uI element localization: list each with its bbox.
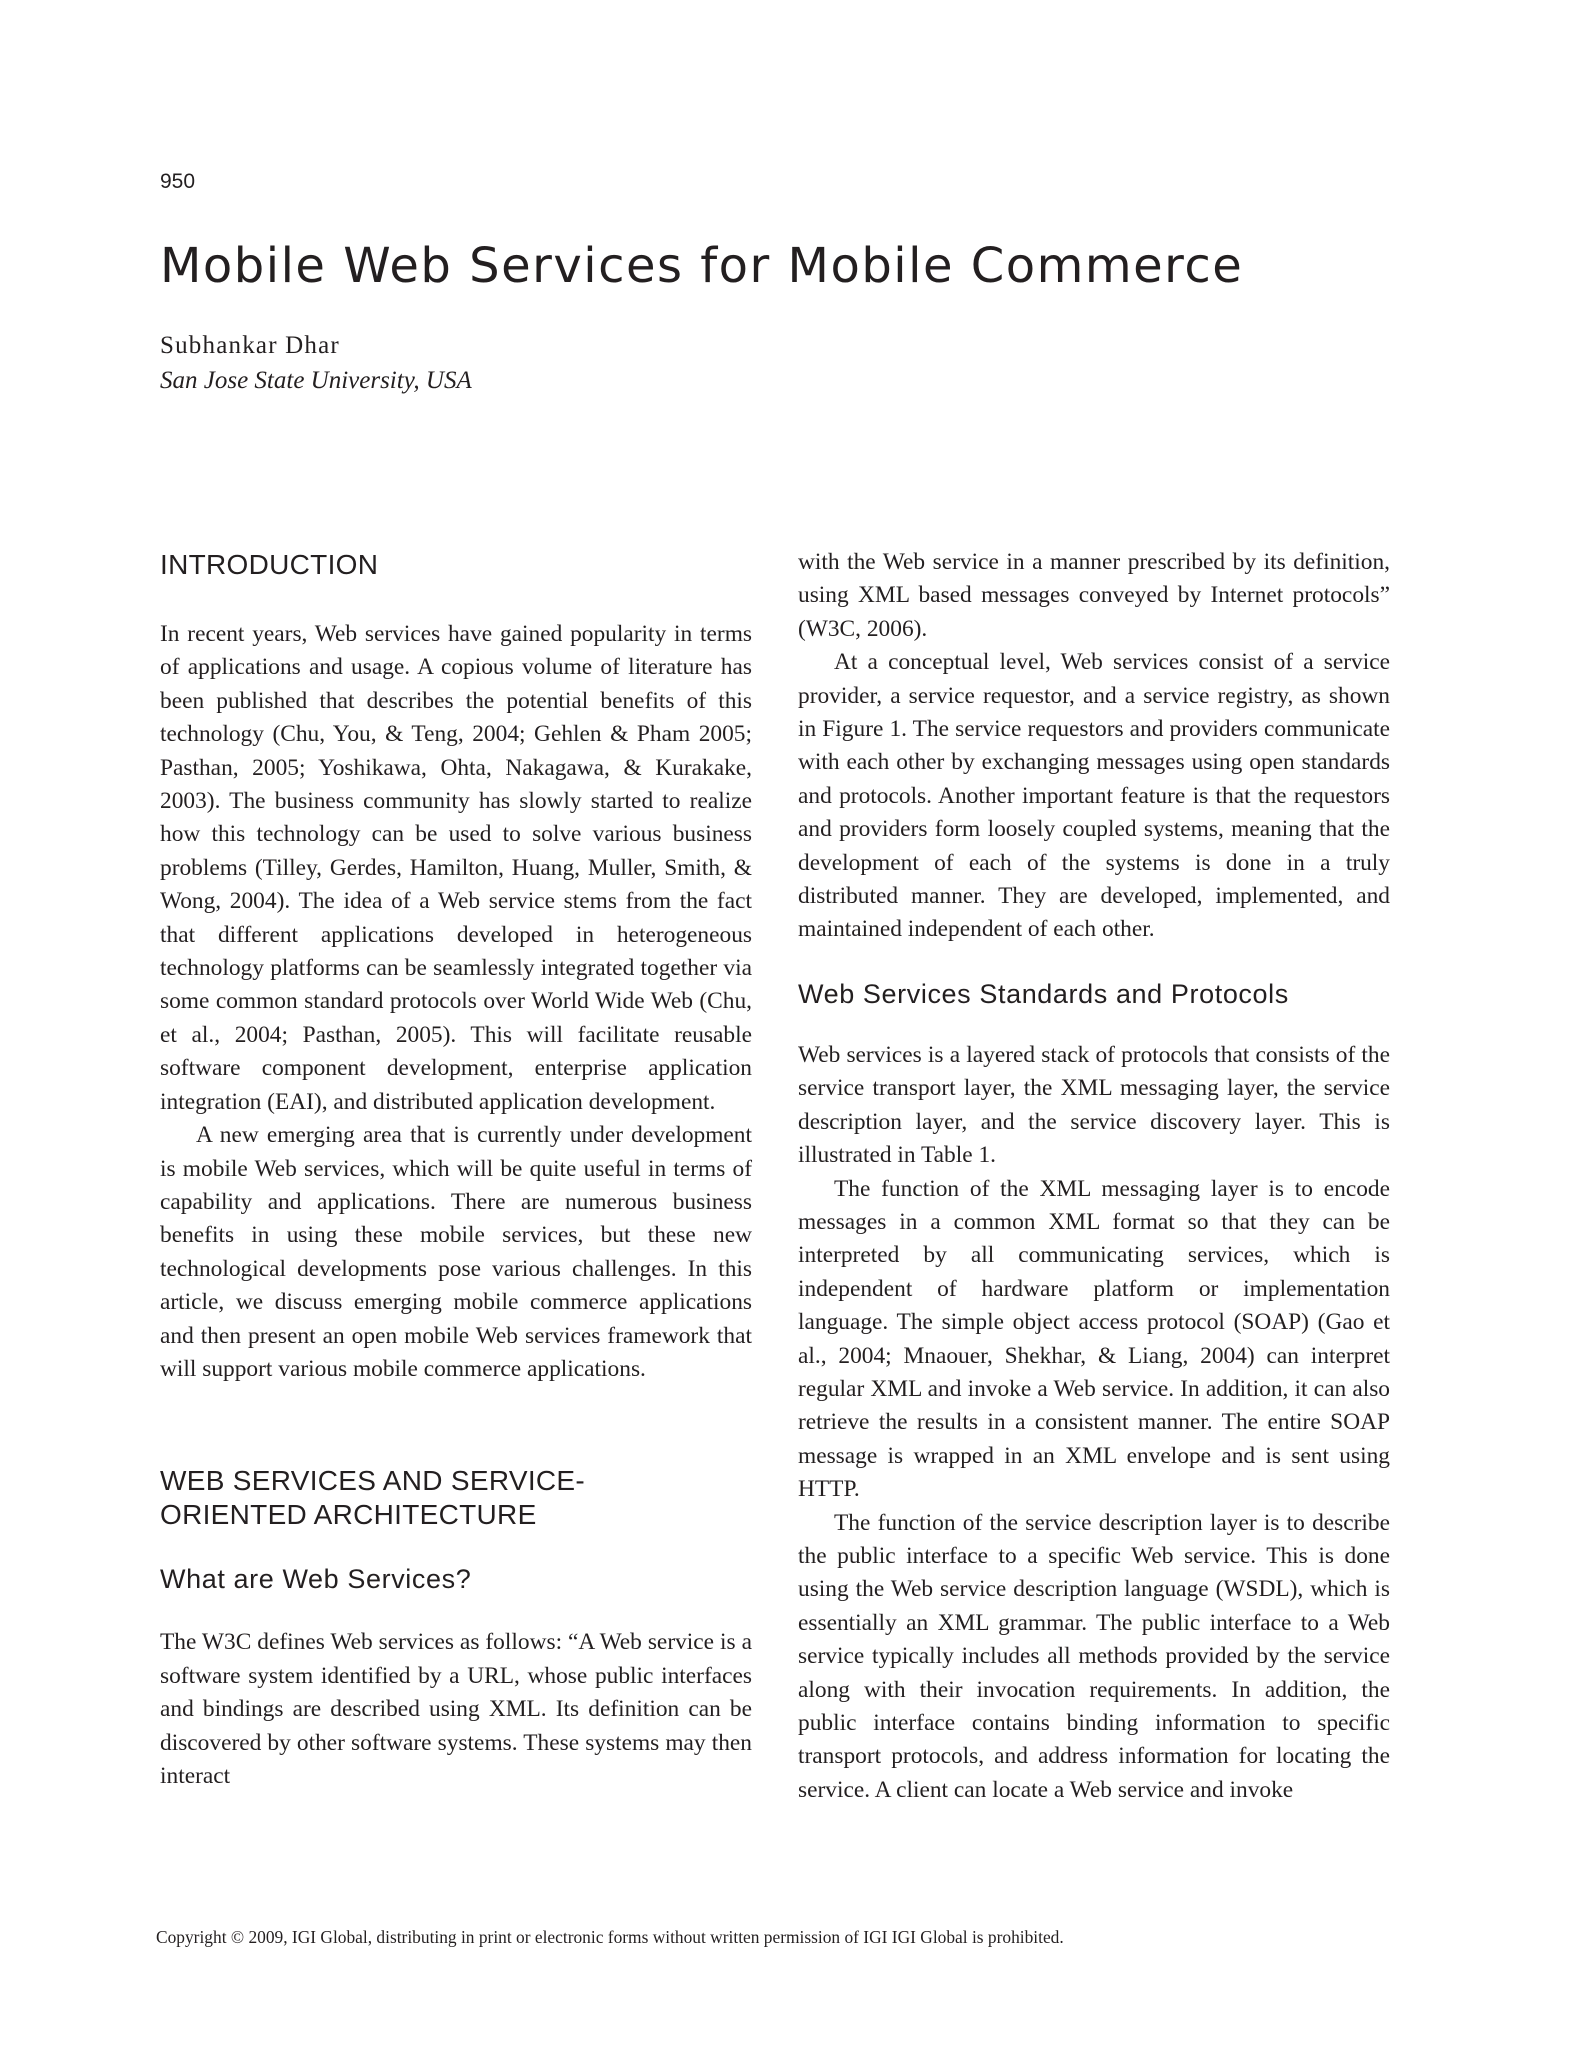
conceptual-level-paragraph: At a conceptual level, Web services consist of a service provider, a service requestor, and a service registry, as shown in Figure 1. The service requestors and providers communicate with each other by exchanging messages using open standards and protocols. Another important feature is that the requestors and providers form loosely coupled systems, meaning that the development of each of the systems is done in a truly distributed manner. They are developed, implemented, and maintained independent of each other. <box>798 649 1390 943</box>
standards-paragraph-2: The function of the XML messaging layer is to encode messages in a common XML format so that they can be interpreted by all communicating services, which is independent of hardware platform or implementation language. The simple object access protocol (SOAP) (Gao et al., 2004; Mnaouer, Shekhar, & Liang, 2004) can interpret regular XML and invoke a Web service. In addition, it can also retrieve the results in a consistent manner. The entire SOAP message is wrapped in an XML envelope and is sent using HTTP. <box>798 1175 1390 1503</box>
standards-protocols-heading: Web Services Standards and Protocols <box>798 978 1289 1009</box>
w3c-definition-paragraph: The W3C defines Web services as follows: “A Web service is a software system identified by a URL, whose public interfaces and bindings are described using XML. Its definition can be discovered by other software systems. These systems may then interact <box>160 1629 752 1789</box>
author-name: Subhankar Dhar <box>160 332 340 359</box>
right-column <box>798 546 1390 1807</box>
introduction-paragraph-2: A new emerging area that is currently under development is mobile Web services, which will be quite useful in terms of capability and applications. There are numerous business benefits in using these mobile services, but these new technological developments pose various challenges. In this article, we discuss emerging mobile commerce applications and then present an open mobile Web services framework that will support various mobile commerce applications. <box>160 1122 752 1382</box>
what-are-web-services-heading: What are Web Services? <box>160 1564 472 1595</box>
w3c-definition-continued: with the Web service in a manner prescribed by its definition, using XML based messages conveyed by Internet protocols” (W3C, 2006). <box>798 549 1390 642</box>
introduction-heading: INTRODUCTION <box>160 549 379 580</box>
standards-paragraph-1: Web services is a layered stack of protocols that consists of the service transport layer, the XML messaging layer, the service description layer, and the service discovery layer. This is illustrated in Table 1. <box>798 1041 1390 1169</box>
left-column <box>160 548 752 1793</box>
author-affiliation: San Jose State University, USA <box>160 367 472 394</box>
copyright-footer: Copyright © 2009, IGI Global, distributing in print or electronic forms without written permission of IGI IGI Global is prohibited. <box>156 1927 1064 1947</box>
soa-heading-line-2: ORIENTED ARCHITECTURE <box>160 1499 537 1531</box>
soa-heading-line-1: WEB SERVICES AND SERVICE- <box>160 1465 586 1497</box>
soa-heading <box>160 1464 752 1532</box>
article-title: Mobile Web Services for Mobile Commerce <box>160 238 1244 294</box>
page-number: 950 <box>160 170 196 193</box>
introduction-paragraph-1: In recent years, Web services have gained popularity in terms of applications and usage. A copious volume of literature has been published that describes the potential benefits of this technology (Chu, You, & Teng, 2004; Gehlen & Pham 2005; Pasthan, 2005; Yoshikawa, Ohta, Nakagawa, & Kurakake, 2003). The business community has slowly started to realize how this technology can be used to solve various business problems (Tilley, Gerdes, Hamilton, Huang, Muller, Smith, & Wong, 2004). The idea of a Web service stems from the fact that different applications developed in heterogeneous technology platforms can be seamlessly integrated together via some common standard protocols over World Wide Web (Chu, et al., 2004; Pasthan, 2005). This will facilitate reusable software component development, enterprise application integration (EAI), and distributed application development. <box>160 621 752 1115</box>
standards-paragraph-3: The function of the service description layer is to describe the public interface to a specific Web service. This is done using the Web service description language (WSDL), which is essentially an XML grammar. The public interface to a Web service typically includes all methods provided by the service along with their invocation requirements. In addition, the public interface contains binding information to specific transport protocols, and address information for locating the service. A client can locate a Web service and invoke <box>798 1509 1390 1803</box>
